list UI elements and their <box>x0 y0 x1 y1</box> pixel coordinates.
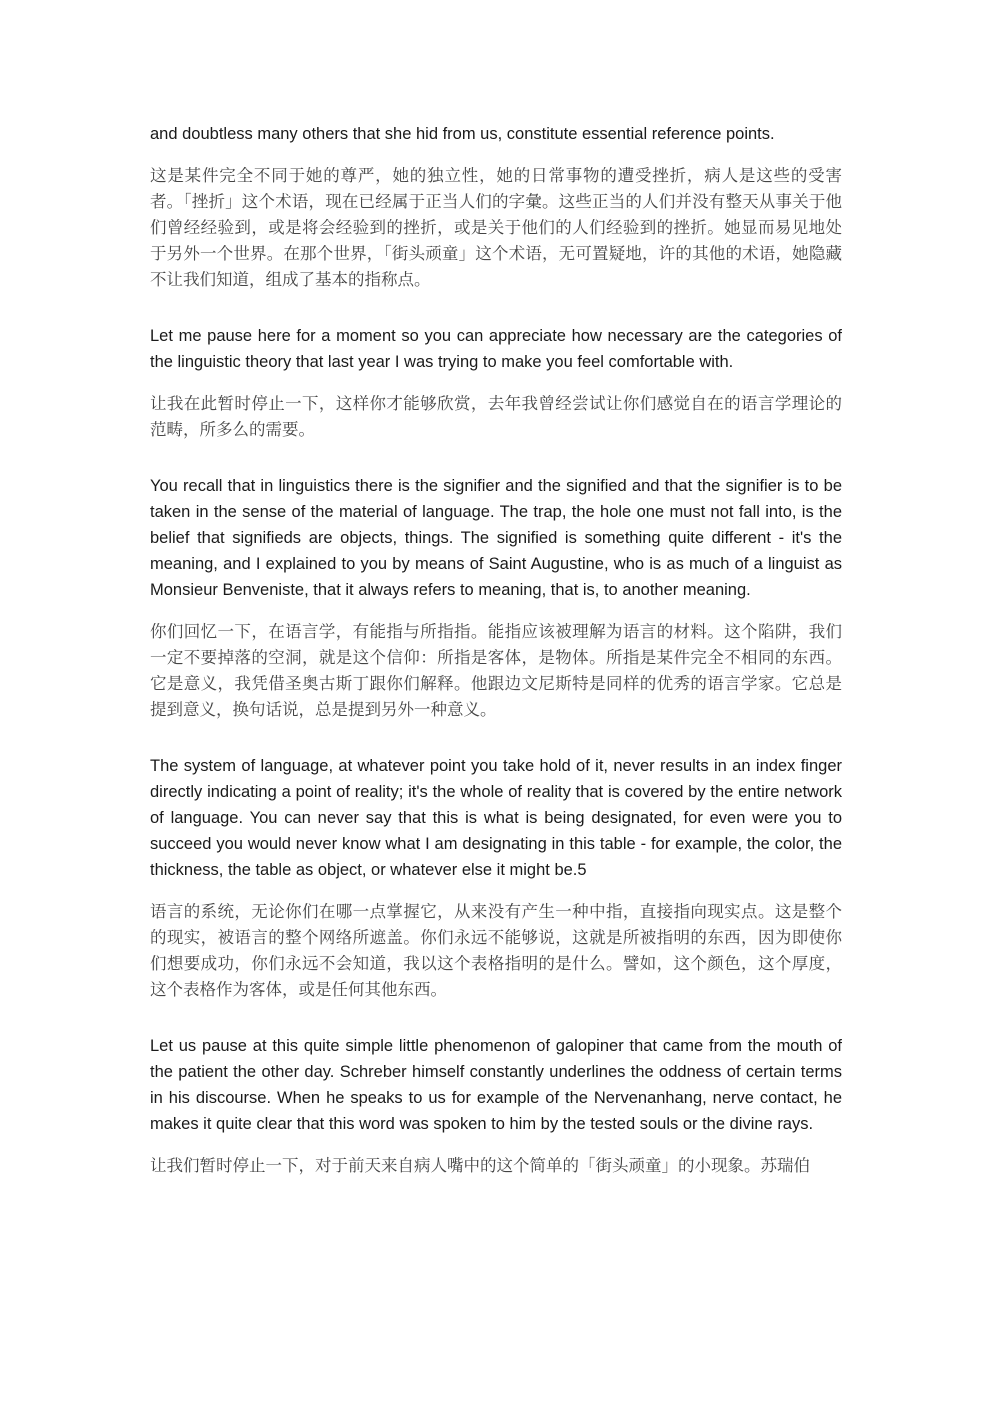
paragraph-zh-4: 语言的系统，无论你们在哪一点掌握它，从来没有产生一种中指，直接指向现实点。这是整个的现实，被语言的整个网络所遮盖。你们永远不能够说，这就是所被指明的东西，因为即使你们想要成功，你们永远不会知道，我以这个表格指明的是什么。譬如，这个颜色，这个厚度，这个表格作为客体，或是任何其他东西。 <box>150 902 842 999</box>
paragraph-zh-5: 让我们暂时停止一下，对于前天来自病人嘴中的这个简单的「街头顽童」的小现象。苏瑞伯 <box>150 1156 810 1175</box>
paragraph-zh-1: 这是某件完全不同于她的尊严，她的独立性，她的日常事物的遭受挫折，病人是这些的受害者。「挫折」这个术语，现在已经属于正当人们的字彙。这些正当的人们并没有整天从事关于他们曾经经验到，或是将会经验到的挫折，或是关于他们的人们经验到的挫折。她显而易见地处于另外一个世界。在那个世界，「街头顽童」这个术语，无可置疑地，许的其他的术语，她隐藏不让我们知道，组成了基本的指称点。 <box>150 166 842 289</box>
paragraph-en-3: You recall that in linguistics there is the signifier and the signified and that the signifier is to be taken in the sense of the material of language. The trap, the hole one must not fall into, is the belief that signifieds are objects, things. The signified is something quite different - it's the meaning, and I explained to you by means of Saint Augustine, who is as much of a linguist as Monsieur Benveniste, that it always refers to meaning, that is, to another meaning. <box>150 477 842 599</box>
paragraph-en-2: Let me pause here for a moment so you can appreciate how necessary are the categories of the linguistic theory that last year I was trying to make you feel comfortable with. <box>150 327 842 371</box>
paragraph-en-4: The system of language, at whatever point you take hold of it, never results in an index finger directly indicating a point of reality; it's the whole of reality that is covered by the entire network of language. You can never say that this is what is being designated, for even were you to succeed you would never know what I am designating in this table - for example, the color, the thickness, the table as object, or whatever else it might be.5 <box>150 757 842 879</box>
paragraph-zh-3: 你们回忆一下，在语言学，有能指与所指指。能指应该被理解为语言的材料。这个陷阱，我们一定不要掉落的空洞，就是这个信仰：所指是客体，是物体。所指是某件完全不相同的东西。它是意义，我凭借圣奥古斯丁跟你们解释。他跟边文尼斯特是同样的优秀的语言学家。它总是提到意义，换句话说，总是提到另外一种意义。 <box>150 622 842 719</box>
paragraph-zh-2: 让我在此暂时停止一下，这样你才能够欣赏，去年我曾经尝试让你们感觉自在的语言学理论的范畴，所多么的需要。 <box>150 394 842 439</box>
paragraph-en-1: and doubtless many others that she hid from us, constitute essential reference points. <box>150 125 775 143</box>
document-body <box>150 121 842 1179</box>
paragraph-en-5: Let us pause at this quite simple little phenomenon of galopiner that came from the mouth of the patient the other day. Schreber himself constantly underlines the oddness of certain terms in his discourse. When he speaks to us for example of the Nervenanhang, nerve contact, he makes it quite clear that this word was spoken to him by the tested souls or the divine rays. <box>150 1037 842 1133</box>
